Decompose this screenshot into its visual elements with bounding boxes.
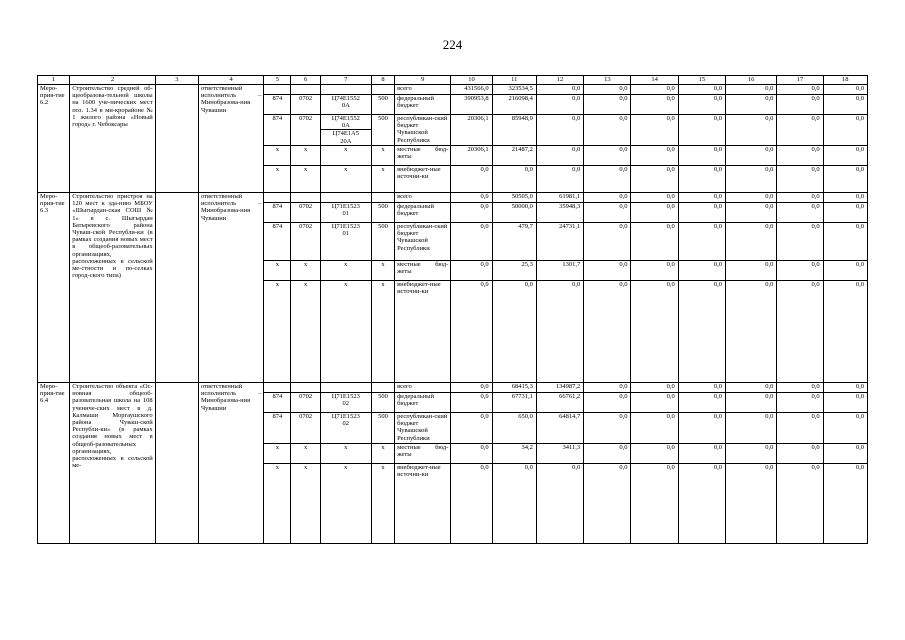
cell-amount: 0,0: [823, 85, 867, 95]
column-header: 16: [726, 76, 777, 85]
cell-amount: 0,0: [726, 383, 777, 393]
cell-funding-source: местные бюд-жеты: [395, 444, 451, 464]
cell-grbs: 874: [264, 203, 291, 223]
cell-funding-source: республикан-ский бюджет Чувашской Республики: [395, 115, 451, 146]
cell-amount: 24731,1: [536, 223, 583, 261]
cell-amount: 20306,1: [451, 115, 492, 146]
target-code-line1: Ц71Е1523: [331, 413, 360, 420]
measure-code: Меро-прия-тие 6.4: [38, 383, 70, 544]
cell-grbs: x: [264, 281, 291, 383]
cell-expense-type: [371, 193, 394, 203]
column-header: 2: [70, 76, 156, 85]
cell-amount: 0,0: [777, 166, 823, 193]
cell-amount: 0,0: [451, 464, 492, 544]
measure-code: Меро-прия-тие 6.2: [38, 85, 70, 193]
cell-target-article: [320, 223, 371, 261]
cell-amount: 0,0: [584, 223, 631, 261]
cell-section: [291, 383, 320, 393]
cell-amount: 0,0: [823, 464, 867, 544]
cell-amount: 0,0: [451, 223, 492, 261]
cell-target-article: [320, 464, 371, 544]
cell-amount: 3411,3: [536, 444, 583, 464]
cell-amount: 0,0: [726, 115, 777, 146]
target-code-line2: 02: [342, 400, 350, 408]
cell-grbs: x: [264, 166, 291, 193]
target-code-line2: 02: [342, 420, 350, 428]
target-code-line1: Ц74Е1552: [331, 95, 360, 102]
cell-grbs: 874: [264, 95, 291, 115]
cell-grbs: [264, 85, 291, 95]
cell-grbs: 874: [264, 393, 291, 413]
cell-expense-type: 500: [371, 203, 394, 223]
target-code-line1: x: [344, 281, 348, 288]
cell-amount: 0,0: [584, 146, 631, 166]
cell-target-article: [320, 281, 371, 383]
cell-amount: 0,0: [823, 383, 867, 393]
cell-amount: 0,0: [631, 413, 678, 444]
target-code-line1: x: [344, 166, 348, 173]
cell-amount: 0,0: [631, 383, 678, 393]
cell-amount: 21487,2: [492, 146, 536, 166]
cell-grbs: [264, 383, 291, 393]
cell-amount: 0,0: [451, 193, 492, 203]
cell-amount: 0,0: [678, 444, 725, 464]
cell-grbs: x: [264, 464, 291, 544]
measure-executor: ответственный исполнитель – Минобразова-ния Чувашии: [198, 193, 263, 383]
cell-amount: 0,0: [584, 203, 631, 223]
column-header: 1: [38, 76, 70, 85]
cell-amount: 0,0: [777, 115, 823, 146]
cell-amount: 0,0: [631, 193, 678, 203]
cell-funding-source: всего: [395, 383, 451, 393]
cell-amount: 0,0: [584, 261, 631, 281]
cell-amount: 431566,0: [451, 85, 492, 95]
cell-amount: 0,0: [726, 85, 777, 95]
cell-amount: 0,0: [584, 393, 631, 413]
cell-amount: 0,0: [726, 444, 777, 464]
cell-amount: 0,0: [823, 393, 867, 413]
cell-grbs: 874: [264, 413, 291, 444]
cell-amount: 0,0: [777, 383, 823, 393]
target-code-line1: x: [344, 261, 348, 268]
cell-expense-type: x: [371, 146, 394, 166]
cell-amount: 0,0: [777, 146, 823, 166]
cell-amount: 0,0: [726, 464, 777, 544]
column-header: 11: [492, 76, 536, 85]
target-code-line2: 01: [342, 230, 350, 238]
measure-name: Строительство средней об-щеобразова-тельной школы на 1600 уче-нических мест поз. 1.34 в ми-крорайоне № 1 жилого района «Новый город» г. Чебоксары: [70, 85, 156, 193]
cell-amount: 0,0: [631, 444, 678, 464]
cell-expense-type: x: [371, 464, 394, 544]
cell-amount: 0,0: [678, 281, 725, 383]
target-code-line1: Ц71Е1523: [331, 393, 360, 400]
column-header: 14: [631, 76, 678, 85]
cell-amount: 0,0: [536, 95, 583, 115]
cell-funding-source: федеральный бюджет: [395, 95, 451, 115]
cell-amount: 0,0: [777, 203, 823, 223]
cell-amount: 0,0: [631, 281, 678, 383]
column-header: 3: [155, 76, 198, 85]
cell-expense-type: x: [371, 281, 394, 383]
cell-amount: 0,0: [678, 413, 725, 444]
cell-amount: 85948,9: [492, 115, 536, 146]
cell-amount: 0,0: [631, 223, 678, 261]
cell-section: 0702: [291, 223, 320, 261]
cell-amount: 0,0: [678, 85, 725, 95]
cell-amount: 0,0: [492, 166, 536, 193]
cell-target-article: [320, 393, 371, 413]
cell-amount: 0,0: [726, 261, 777, 281]
cell-section: 0702: [291, 393, 320, 413]
cell-amount: 134987,2: [536, 383, 583, 393]
cell-amount: 0,0: [451, 203, 492, 223]
cell-amount: 0,0: [492, 281, 536, 383]
cell-amount: 0,0: [726, 203, 777, 223]
cell-amount: 0,0: [536, 115, 583, 146]
cell-section: x: [291, 464, 320, 544]
cell-expense-type: 500: [371, 393, 394, 413]
cell-target-article: [320, 146, 371, 166]
cell-amount: 61981,1: [536, 193, 583, 203]
budget-table: [37, 75, 868, 544]
cell-funding-source: местные бюд-жеты: [395, 261, 451, 281]
cell-amount: 0,0: [678, 383, 725, 393]
table-row: [38, 383, 868, 393]
cell-amount: 0,0: [777, 444, 823, 464]
cell-expense-type: 500: [371, 115, 394, 146]
cell-amount: 0,0: [536, 146, 583, 166]
target-code-alt-line1: Ц74Е1А5: [332, 130, 359, 138]
cell-target-article: [320, 444, 371, 464]
cell-amount: 0,0: [777, 85, 823, 95]
target-code-line1: x: [344, 444, 348, 451]
cell-expense-type: x: [371, 261, 394, 281]
cell-section: [291, 85, 320, 95]
cell-funding-source: федеральный бюджет: [395, 393, 451, 413]
cell-section: x: [291, 166, 320, 193]
cell-amount: 67731,1: [492, 393, 536, 413]
measure-blank: [155, 193, 198, 383]
target-code-line2: 01: [342, 210, 350, 218]
cell-target-article: [320, 261, 371, 281]
cell-amount: 0,0: [777, 281, 823, 383]
cell-amount: 0,0: [823, 203, 867, 223]
cell-amount: 0,0: [584, 464, 631, 544]
target-code-line2: 0А: [341, 102, 350, 110]
cell-amount: 0,0: [726, 166, 777, 193]
cell-amount: 0,0: [678, 166, 725, 193]
cell-amount: 0,0: [823, 146, 867, 166]
measure-blank: [155, 85, 198, 193]
cell-amount: 34,2: [492, 444, 536, 464]
cell-amount: 0,0: [584, 95, 631, 115]
cell-amount: 66761,2: [536, 393, 583, 413]
cell-amount: 0,0: [584, 383, 631, 393]
cell-amount: 323534,5: [492, 85, 536, 95]
cell-section: x: [291, 261, 320, 281]
cell-amount: 0,0: [678, 223, 725, 261]
cell-amount: 0,0: [823, 193, 867, 203]
cell-section: 0702: [291, 115, 320, 146]
target-code-line2: 0А: [341, 122, 350, 130]
cell-grbs: 874: [264, 223, 291, 261]
cell-amount: 0,0: [631, 464, 678, 544]
column-header: 13: [584, 76, 631, 85]
cell-amount: 0,0: [777, 223, 823, 261]
measure-executor: ответственный исполнитель – Минобразова-ния Чувашии: [198, 383, 263, 544]
cell-amount: 1301,7: [536, 261, 583, 281]
column-header: 15: [678, 76, 725, 85]
cell-expense-type: 500: [371, 413, 394, 444]
cell-amount: 0,0: [584, 281, 631, 383]
cell-funding-source: всего: [395, 193, 451, 203]
cell-funding-source: федеральный бюджет: [395, 203, 451, 223]
cell-grbs: x: [264, 444, 291, 464]
cell-amount: 0,0: [823, 223, 867, 261]
cell-target-article: [320, 95, 371, 115]
page-number: 224: [442, 37, 463, 52]
cell-amount: 0,0: [678, 115, 725, 146]
cell-amount: 0,0: [726, 281, 777, 383]
column-header: 5: [264, 76, 291, 85]
cell-expense-type: 500: [371, 223, 394, 261]
cell-expense-type: x: [371, 444, 394, 464]
cell-amount: 0,0: [678, 193, 725, 203]
cell-amount: 0,0: [823, 115, 867, 146]
cell-amount: 20306,1: [451, 146, 492, 166]
column-header: 6: [291, 76, 320, 85]
column-header: 9: [395, 76, 451, 85]
cell-amount: 0,0: [631, 115, 678, 146]
cell-amount: 0,0: [726, 413, 777, 444]
cell-amount: 0,0: [726, 393, 777, 413]
cell-amount: 0,0: [726, 223, 777, 261]
cell-amount: 0,0: [678, 95, 725, 115]
cell-amount: 0,0: [823, 444, 867, 464]
cell-amount: 0,0: [823, 166, 867, 193]
cell-amount: 0,0: [631, 203, 678, 223]
table-row: [38, 85, 868, 95]
cell-amount: 216098,4: [492, 95, 536, 115]
cell-amount: 50000,0: [492, 203, 536, 223]
cell-grbs: [264, 193, 291, 203]
cell-target-article: [320, 383, 371, 393]
cell-target-article: [320, 203, 371, 223]
cell-amount: 0,0: [823, 261, 867, 281]
cell-amount: 0,0: [451, 393, 492, 413]
cell-amount: 0,0: [451, 261, 492, 281]
cell-amount: 0,0: [777, 95, 823, 115]
cell-amount: 0,0: [584, 85, 631, 95]
cell-section: x: [291, 146, 320, 166]
cell-amount: 68415,3: [492, 383, 536, 393]
cell-funding-source: республикан-ский бюджет Чувашской Республики: [395, 223, 451, 261]
cell-amount: 0,0: [631, 393, 678, 413]
cell-amount: 0,0: [678, 261, 725, 281]
cell-amount: 0,0: [726, 146, 777, 166]
cell-amount: 0,0: [536, 281, 583, 383]
cell-amount: 0,0: [451, 281, 492, 383]
cell-amount: 0,0: [631, 166, 678, 193]
cell-funding-source: республикан-ский бюджет Чувашской Республики: [395, 413, 451, 444]
cell-expense-type: 500: [371, 95, 394, 115]
cell-amount: 0,0: [777, 261, 823, 281]
column-header: 4: [198, 76, 263, 85]
cell-amount: 0,0: [584, 115, 631, 146]
cell-amount: 0,0: [451, 413, 492, 444]
cell-amount: 0,0: [823, 95, 867, 115]
target-code-line1: x: [344, 464, 348, 471]
cell-target-article: [320, 85, 371, 95]
cell-amount: 390953,8: [451, 95, 492, 115]
cell-amount: 0,0: [492, 464, 536, 544]
cell-amount: 0,0: [584, 444, 631, 464]
cell-amount: 0,0: [777, 413, 823, 444]
cell-funding-source: внебюджет-ные источни-ки: [395, 464, 451, 544]
measure-name: Строительство объекта «Ос-новная общеоб-разовательная школа на 108 учениче-ских мест в д. Калмаши Моргаушского района Чуваш-ской Республи-ки» (в рамках создания новых мест в общеоб-разовательных организациях, расположенных в сельской ме-: [70, 383, 156, 544]
cell-amount: 0,0: [536, 85, 583, 95]
column-header: 8: [371, 76, 394, 85]
cell-amount: 0,0: [536, 166, 583, 193]
cell-section: [291, 193, 320, 203]
cell-section: 0702: [291, 413, 320, 444]
cell-amount: 0,0: [451, 444, 492, 464]
cell-funding-source: местные бюд-жеты: [395, 146, 451, 166]
cell-expense-type: [371, 85, 394, 95]
cell-grbs: x: [264, 146, 291, 166]
column-header: 12: [536, 76, 583, 85]
target-code-line1: x: [344, 146, 348, 153]
cell-amount: 0,0: [631, 85, 678, 95]
cell-amount: 0,0: [726, 95, 777, 115]
cell-amount: 35948,3: [536, 203, 583, 223]
cell-amount: 0,0: [777, 464, 823, 544]
cell-amount: 0,0: [678, 146, 725, 166]
cell-section: 0702: [291, 203, 320, 223]
cell-amount: 0,0: [631, 146, 678, 166]
measure-name: Строительство пристроя на 120 мест к зда-нию МБОУ «Шыгырдан-ская СОШ № 1» в с. Шыгырдан Батыревского района Чуваш-ской Республи-ки (в рамках создания новых мест в общеоб-разовательных организациях, расположенных в сельской ме-стности и по-селках город-ского типа): [70, 193, 156, 383]
column-header: 10: [451, 76, 492, 85]
cell-amount: 650,0: [492, 413, 536, 444]
cell-target-article: [320, 115, 371, 146]
cell-amount: 0,0: [631, 95, 678, 115]
cell-amount: 64814,7: [536, 413, 583, 444]
cell-funding-source: всего: [395, 85, 451, 95]
column-header: 18: [823, 76, 867, 85]
table-body: [38, 85, 868, 544]
cell-amount: 0,0: [823, 281, 867, 383]
cell-target-article: [320, 193, 371, 203]
table-row: [38, 193, 868, 203]
cell-section: x: [291, 281, 320, 383]
cell-amount: 0,0: [536, 464, 583, 544]
target-code-line1: Ц74Е1552: [331, 115, 360, 122]
column-header: 17: [777, 76, 823, 85]
cell-amount: 0,0: [777, 393, 823, 413]
cell-grbs: x: [264, 261, 291, 281]
measure-blank: [155, 383, 198, 544]
cell-target-article: [320, 413, 371, 444]
cell-amount: 479,7: [492, 223, 536, 261]
measure-executor: ответственный исполнитель – Минобразова-ния Чувашии: [198, 85, 263, 193]
column-number-row: [38, 76, 868, 85]
cell-section: 0702: [291, 95, 320, 115]
cell-amount: 0,0: [584, 166, 631, 193]
cell-amount: 25,3: [492, 261, 536, 281]
target-code-line1: Ц71Е1523: [331, 203, 360, 210]
cell-amount: 0,0: [823, 413, 867, 444]
cell-funding-source: внебюджет-ные источни-ки: [395, 281, 451, 383]
measure-code: Меро-прия-тие 6.3: [38, 193, 70, 383]
target-code-alt-line2: 20А: [340, 137, 352, 145]
cell-funding-source: внебюджет-ные источни-ки: [395, 166, 451, 193]
cell-amount: 0,0: [678, 393, 725, 413]
cell-expense-type: [371, 383, 394, 393]
cell-amount: 0,0: [584, 193, 631, 203]
cell-amount: 0,0: [726, 193, 777, 203]
cell-grbs: 874: [264, 115, 291, 146]
cell-amount: 0,0: [631, 261, 678, 281]
cell-amount: 0,0: [451, 383, 492, 393]
cell-amount: 0,0: [678, 203, 725, 223]
column-header: 7: [320, 76, 371, 85]
cell-amount: 0,0: [678, 464, 725, 544]
cell-expense-type: x: [371, 166, 394, 193]
cell-amount: 50505,0: [492, 193, 536, 203]
cell-target-article: [320, 166, 371, 193]
target-code-line1: Ц71Е1523: [331, 223, 360, 230]
cell-section: x: [291, 444, 320, 464]
cell-amount: 0,0: [584, 413, 631, 444]
cell-amount: 0,0: [451, 166, 492, 193]
cell-amount: 0,0: [777, 193, 823, 203]
